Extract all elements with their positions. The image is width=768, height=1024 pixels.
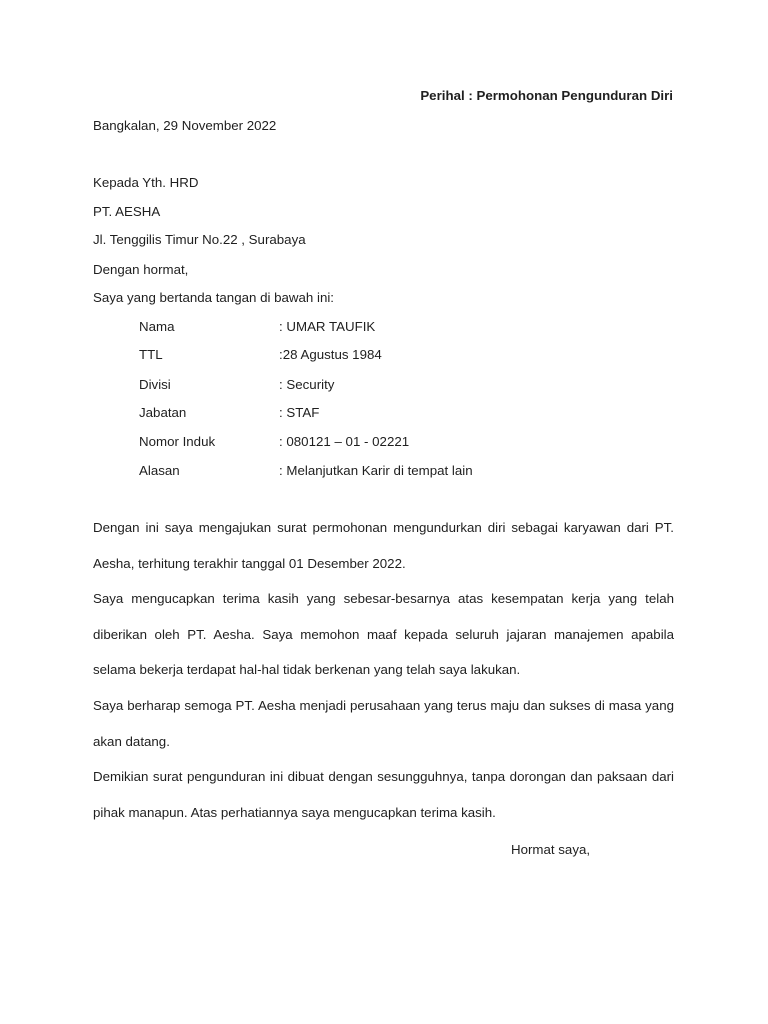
place-date: Bangkalan, 29 November 2022 (93, 118, 277, 133)
field-label-alasan: Alasan (139, 463, 180, 478)
recipient-company: PT. AESHA (93, 204, 161, 219)
field-value-nomor-induk: : 080121 – 01 - 02221 (279, 434, 410, 449)
field-value-nama: : UMAR TAUFIK (279, 319, 376, 334)
field-value-jabatan: : STAF (279, 405, 320, 420)
intro-text: Saya yang bertanda tangan di bawah ini: (93, 290, 334, 305)
field-value-ttl: :28 Agustus 1984 (279, 347, 382, 362)
body-paragraph: Demikian surat pengunduran ini dibuat dengan sesungguhnya, tanpa dorongan dan paksaan dari pihak manapun. Atas perhatiannya saya mengucapkan terima kasih. (93, 769, 674, 820)
field-label-nama: Nama (139, 319, 175, 334)
field-value-alasan: : Melanjutkan Karir di tempat lain (279, 463, 473, 478)
body-paragraph: Saya mengucapkan terima kasih yang sebesar-besarnya atas kesempatan kerja yang telah diberikan oleh PT. Aesha. Saya memohon maaf kepada seluruh jajaran manajemen apabila selama bekerja terdapat hal-hal tidak berkenan yang telah saya lakukan. (93, 591, 674, 678)
field-value-divisi: : Security (279, 377, 335, 392)
recipient-line: Kepada Yth. HRD (93, 175, 199, 190)
field-label-divisi: Divisi (139, 377, 171, 392)
field-label-nomor-induk: Nomor Induk (139, 434, 216, 449)
recipient-address: Jl. Tenggilis Timur No.22 , Surabaya (93, 232, 306, 247)
body-paragraph: Dengan ini saya mengajukan surat permohonan mengundurkan diri sebagai karyawan dari PT. Aesha, terhitung terakhir tanggal 01 Desember 2022. (93, 520, 674, 571)
salutation: Dengan hormat, (93, 262, 189, 277)
field-label-jabatan: Jabatan (139, 405, 187, 420)
field-label-ttl: TTL (139, 347, 163, 362)
letter-subject: Perihal : Permohonan Pengunduran Diri (420, 88, 673, 103)
body-paragraph: Saya berharap semoga PT. Aesha menjadi perusahaan yang terus maju dan sukses di masa yang akan datang. (93, 698, 674, 749)
closing-text: Hormat saya, (511, 842, 591, 857)
